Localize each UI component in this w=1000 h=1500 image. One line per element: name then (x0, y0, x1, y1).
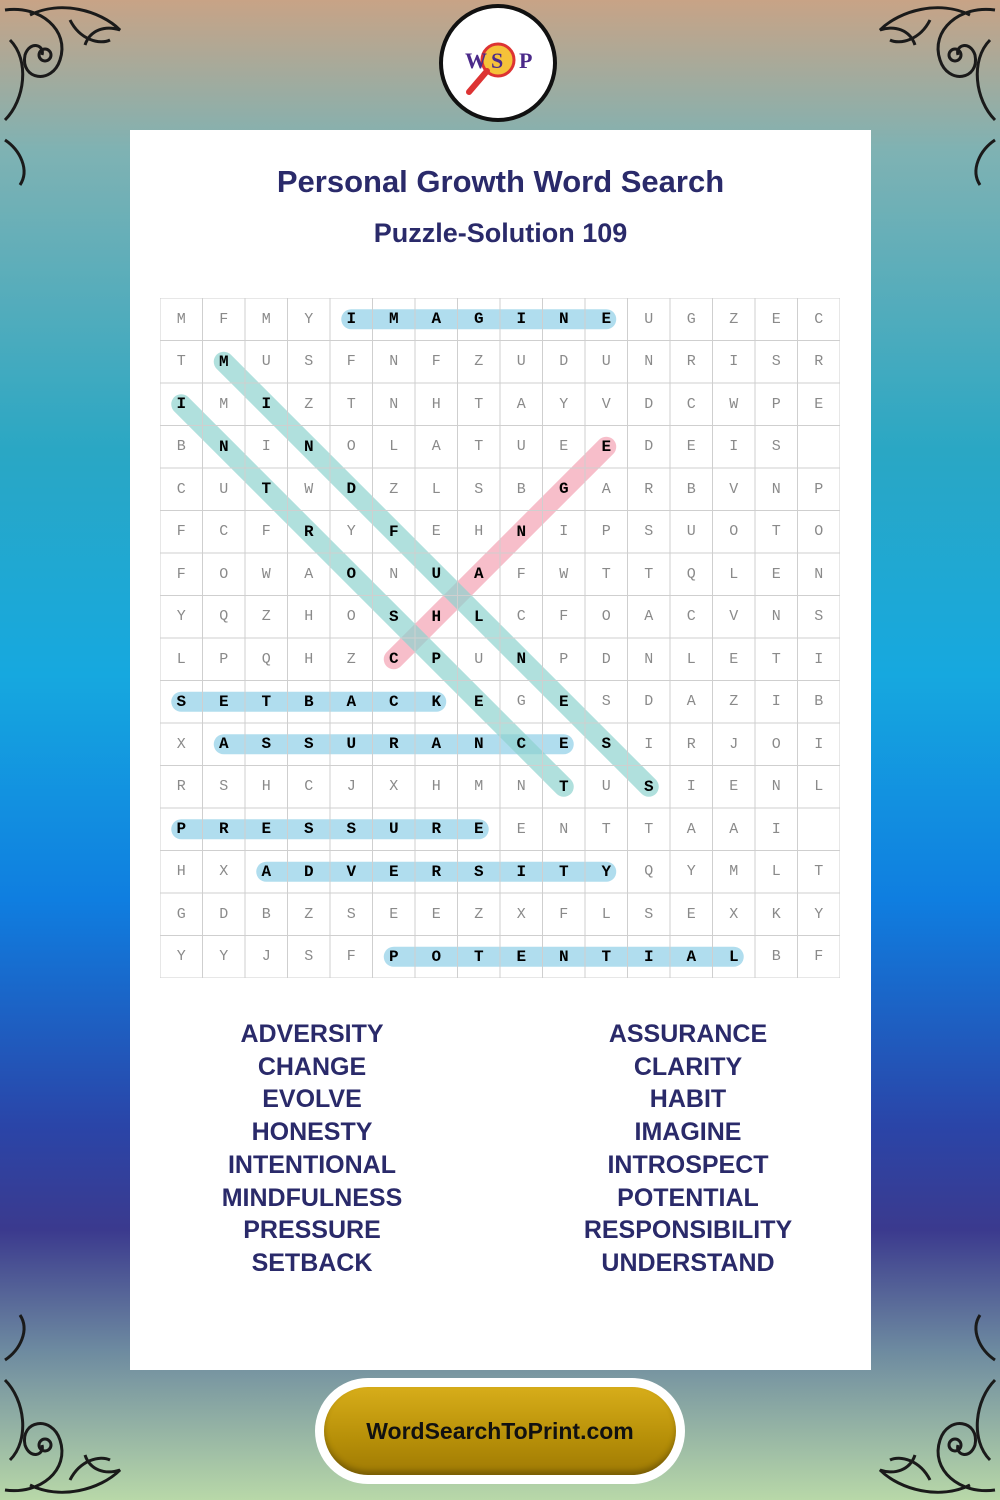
grid-cell[interactable]: Y (346, 523, 356, 541)
grid-cell[interactable]: T (644, 820, 654, 838)
grid-cell[interactable]: T (771, 650, 781, 668)
grid-cell[interactable]: Z (304, 905, 314, 923)
grid-cell[interactable]: S (304, 353, 314, 371)
grid-cell[interactable]: S (219, 778, 229, 796)
word-list-left (162, 1018, 462, 1280)
grid-cell[interactable]: P (771, 395, 781, 413)
word-list-item: CLARITY (633, 1052, 743, 1081)
grid-cell[interactable]: H (176, 863, 186, 881)
grid-cell[interactable]: S (771, 438, 781, 456)
logo-letter-w: W (465, 48, 487, 73)
grid-cell[interactable]: T (261, 692, 272, 711)
grid-cell[interactable]: D (644, 438, 654, 456)
grid-cell[interactable]: F (346, 948, 356, 966)
grid-cell[interactable]: B (303, 692, 314, 711)
grid-cell[interactable]: Y (176, 948, 186, 966)
grid-cell[interactable]: C (388, 650, 399, 669)
grid-cell[interactable]: T (261, 480, 272, 499)
grid-cell[interactable]: U (601, 778, 611, 796)
grid-cell[interactable]: S (261, 735, 272, 754)
grid-cell[interactable]: O (814, 523, 824, 541)
grid-cell[interactable]: Z (474, 353, 484, 371)
grid-cell[interactable]: I (729, 353, 739, 371)
grid-cell[interactable]: Q (644, 863, 654, 881)
grid-cell[interactable]: W (261, 565, 271, 583)
grid-cell[interactable]: O (431, 947, 442, 966)
grid-cell[interactable]: T (176, 353, 186, 371)
grid-cell[interactable]: C (516, 735, 527, 754)
grid-cell[interactable]: S (176, 692, 187, 711)
grid-cell[interactable]: A (601, 480, 611, 498)
grid-cell[interactable]: Y (601, 862, 612, 881)
grid-cell[interactable]: E (516, 820, 526, 838)
grid-cell[interactable]: F (388, 522, 399, 541)
grid-cell[interactable]: L (473, 607, 484, 626)
grid-cell[interactable]: I (686, 778, 696, 796)
grid-cell[interactable]: S (601, 735, 612, 754)
grid-cell[interactable]: X (389, 778, 399, 796)
corner-ornament-bottom-right (850, 1310, 1000, 1500)
grid-cell[interactable]: N (516, 522, 527, 541)
grid-cell[interactable]: E (729, 650, 739, 668)
grid-cell[interactable]: E (389, 905, 399, 923)
grid-cell[interactable]: C (686, 395, 696, 413)
grid-cell[interactable]: T (558, 862, 569, 881)
grid-cell[interactable]: A (218, 735, 229, 754)
grid-cell[interactable]: N (644, 650, 654, 668)
grid-cell[interactable]: Y (304, 310, 314, 328)
grid-cell[interactable]: R (388, 735, 399, 754)
grid-cell[interactable]: D (644, 693, 654, 711)
grid-cell[interactable]: V (729, 608, 739, 626)
grid-cell[interactable]: Y (219, 948, 229, 966)
grid-cell[interactable]: N (516, 650, 527, 669)
grid-cell[interactable]: E (771, 565, 781, 583)
grid-cell[interactable]: F (516, 565, 526, 583)
word-list-item: INTROSPECT (607, 1150, 769, 1179)
grid-cell[interactable]: N (771, 778, 781, 796)
grid-cell[interactable]: G (686, 310, 696, 328)
grid-cell[interactable]: U (644, 310, 654, 328)
grid-cell[interactable]: I (516, 310, 527, 329)
grid-cell[interactable]: E (261, 820, 272, 839)
grid-cell[interactable]: S (304, 948, 314, 966)
grid-cell[interactable]: B (771, 948, 781, 966)
grid-cell[interactable]: E (601, 437, 612, 456)
grid-cell[interactable]: Y (686, 863, 696, 881)
grid-cell[interactable]: R (303, 522, 314, 541)
wsp-logo[interactable] (439, 4, 557, 122)
grid-cell[interactable]: E (516, 947, 527, 966)
grid-cell[interactable]: I (559, 523, 569, 541)
site-badge[interactable] (315, 1378, 685, 1484)
grid-cell[interactable]: H (474, 523, 484, 541)
grid-cell[interactable]: J (261, 948, 271, 966)
grid-cell[interactable]: E (601, 310, 612, 329)
grid-cell[interactable]: L (389, 438, 399, 456)
grid-cell[interactable]: U (346, 735, 357, 754)
grid-cell[interactable]: I (261, 395, 272, 414)
site-url: WordSearchToPrint.com (366, 1417, 634, 1444)
grid-cell[interactable]: I (346, 310, 357, 329)
grid-cell[interactable]: Q (686, 565, 696, 583)
word-list-item: MINDFULNESS (221, 1183, 403, 1212)
grid-cell[interactable]: A (304, 565, 314, 583)
grid-cell[interactable]: K (431, 692, 442, 711)
grid-cell[interactable]: O (346, 565, 357, 584)
grid-cell[interactable]: E (729, 778, 739, 796)
grid-cell[interactable]: L (686, 650, 696, 668)
grid-cell[interactable]: U (516, 438, 526, 456)
grid-cell[interactable]: A (686, 693, 696, 711)
grid-cell[interactable]: M (218, 352, 229, 371)
grid-cell[interactable]: I (814, 650, 824, 668)
grid-cell[interactable]: N (389, 565, 399, 583)
grid-cell[interactable]: S (601, 693, 611, 711)
grid-cell[interactable]: A (473, 565, 484, 584)
grid-cell[interactable]: F (261, 523, 271, 541)
grid-cell[interactable]: B (176, 438, 186, 456)
puzzle-card (130, 130, 871, 1370)
grid-cell[interactable]: E (771, 310, 781, 328)
word-list-item: INTENTIONAL (227, 1150, 397, 1179)
grid-cell[interactable]: Z (729, 693, 739, 711)
grid-cell[interactable]: O (771, 735, 781, 753)
grid-cell[interactable]: S (346, 820, 357, 839)
grid-cell[interactable]: M (219, 395, 229, 413)
grid-cell[interactable]: N (771, 480, 781, 498)
corner-ornament-top-right (850, 0, 1000, 190)
word-list-right (538, 1018, 838, 1280)
grid-cell[interactable]: E (431, 523, 441, 541)
grid-cell[interactable]: C (686, 608, 696, 626)
grid-cell[interactable]: A (261, 862, 272, 881)
grid-cell[interactable]: E (473, 820, 484, 839)
grid-cell[interactable]: X (219, 863, 229, 881)
grid-cell[interactable]: U (516, 353, 526, 371)
grid-cell[interactable]: J (729, 735, 739, 753)
grid-cell[interactable]: N (559, 820, 569, 838)
grid-cell[interactable]: G (558, 480, 569, 499)
grid-cell[interactable]: O (346, 608, 356, 626)
grid-cell[interactable]: F (431, 353, 441, 371)
grid-cell[interactable]: P (176, 820, 187, 839)
grid-cell[interactable]: Y (559, 395, 569, 413)
grid-cell[interactable]: Y (176, 608, 186, 626)
grid-cell[interactable]: U (219, 480, 229, 498)
grid-cell[interactable]: J (346, 778, 356, 796)
grid-cell[interactable]: A (431, 735, 442, 754)
grid-cell[interactable]: S (644, 905, 654, 923)
grid-cell[interactable]: E (558, 735, 569, 754)
grid-cell[interactable]: E (473, 692, 484, 711)
grid-cell[interactable]: A (431, 438, 441, 456)
grid-cell[interactable]: T (644, 565, 654, 583)
grid-cell[interactable]: F (559, 905, 569, 923)
grid-cell[interactable]: Q (219, 608, 229, 626)
grid-cell[interactable]: Y (814, 905, 824, 923)
grid-cell[interactable]: A (686, 947, 697, 966)
grid-cell[interactable]: A (644, 608, 654, 626)
grid-cell[interactable]: H (304, 608, 314, 626)
word-list-item: HABIT (649, 1085, 727, 1114)
grid-cell[interactable]: R (686, 353, 696, 371)
grid-cell[interactable]: G (516, 693, 526, 711)
grid-cell[interactable]: S (303, 735, 314, 754)
grid-cell[interactable]: I (261, 438, 271, 456)
grid-cell[interactable]: S (643, 777, 654, 796)
grid-cell[interactable]: M (729, 863, 739, 881)
corner-ornament-bottom-left (0, 1310, 150, 1500)
logo-letter-p: P (519, 48, 533, 73)
grid-cell[interactable]: C (219, 523, 229, 541)
grid-cell[interactable]: I (771, 820, 781, 838)
word-list-item: IMAGINE (634, 1118, 742, 1147)
grid-cell[interactable]: R (176, 778, 186, 796)
grid-cell[interactable]: A (346, 692, 357, 711)
grid-cell[interactable]: U (601, 353, 611, 371)
grid-cell[interactable]: E (686, 905, 696, 923)
grid-cell[interactable]: R (814, 353, 824, 371)
grid-cell[interactable]: P (814, 480, 824, 498)
grid-cell[interactable]: C (516, 608, 526, 626)
grid-cell[interactable]: P (388, 947, 399, 966)
grid-cell[interactable]: H (431, 607, 442, 626)
grid-cell[interactable]: E (686, 438, 696, 456)
grid-cell[interactable]: S (814, 608, 824, 626)
grid-cell[interactable]: P (219, 650, 229, 668)
grid-cell[interactable]: T (346, 395, 356, 413)
grid-cell[interactable]: T (601, 947, 612, 966)
grid-cell[interactable]: T (473, 947, 484, 966)
grid-cell[interactable]: Q (261, 650, 271, 668)
grid-cell[interactable]: Z (729, 310, 739, 328)
grid-cell[interactable]: N (771, 608, 781, 626)
grid-cell[interactable]: G (176, 905, 186, 923)
grid-cell[interactable]: O (601, 608, 611, 626)
grid-cell[interactable]: B (814, 693, 824, 711)
grid-cell[interactable]: L (176, 650, 186, 668)
grid-cell[interactable]: W (559, 565, 569, 583)
grid-cell[interactable]: S (771, 353, 781, 371)
grid-cell[interactable]: A (431, 310, 442, 329)
grid-cell[interactable]: D (644, 395, 654, 413)
grid-cell[interactable]: O (346, 438, 356, 456)
grid-cell[interactable]: I (729, 438, 739, 456)
grid-cell[interactable]: N (389, 395, 399, 413)
grid-cell[interactable]: F (176, 523, 186, 541)
grid-cell[interactable]: L (728, 947, 739, 966)
word-list-item: SETBACK (251, 1248, 373, 1277)
grid-cell[interactable]: U (431, 565, 442, 584)
grid-cell[interactable]: L (814, 778, 824, 796)
grid-cell[interactable]: F (814, 948, 824, 966)
grid-cell[interactable]: S (303, 820, 314, 839)
grid-cell[interactable]: N (516, 778, 526, 796)
word-list-item: POTENTIAL (617, 1183, 759, 1212)
grid-cell[interactable]: M (176, 310, 186, 328)
grid-cell[interactable]: M (388, 310, 399, 329)
word-list-item: UNDERSTAND (601, 1248, 775, 1277)
grid-cell[interactable]: A (686, 820, 696, 838)
word-list-item: CHANGE (257, 1052, 367, 1081)
grid-cell[interactable]: O (729, 523, 739, 541)
grid-cell[interactable]: E (814, 395, 824, 413)
grid-cell[interactable]: S (644, 523, 654, 541)
grid-cell[interactable]: R (644, 480, 654, 498)
grid-cell[interactable]: N (473, 735, 484, 754)
grid-cell[interactable]: D (559, 353, 569, 371)
grid-cell[interactable]: C (304, 778, 314, 796)
grid-cell[interactable]: V (346, 862, 357, 881)
grid-cell[interactable]: E (218, 692, 229, 711)
grid-cell[interactable]: A (516, 395, 526, 413)
grid-cell[interactable]: V (601, 395, 611, 413)
grid-cell[interactable]: M (474, 778, 484, 796)
grid-cell[interactable]: K (771, 905, 781, 923)
grid-cell[interactable]: U (261, 353, 271, 371)
grid-cell[interactable]: N (814, 565, 824, 583)
grid-cell[interactable]: W (729, 395, 739, 413)
grid-cell[interactable]: I (814, 735, 824, 753)
grid-cell[interactable]: H (304, 650, 314, 668)
grid-cell[interactable]: L (771, 863, 781, 881)
grid-cell[interactable]: T (474, 395, 484, 413)
grid-cell[interactable]: T (474, 438, 484, 456)
word-list-item: RESPONSIBILITY (583, 1216, 793, 1245)
site-badge-inner (324, 1387, 676, 1475)
grid-cell[interactable]: N (558, 947, 569, 966)
grid-cell[interactable]: H (431, 395, 441, 413)
logo-letter-s: S (491, 48, 504, 73)
grid-cell[interactable]: N (389, 353, 399, 371)
grid-cell[interactable]: B (686, 480, 696, 498)
grid-cell[interactable]: V (729, 480, 739, 498)
grid-cell[interactable]: E (388, 862, 399, 881)
grid-cell[interactable]: N (558, 310, 569, 329)
grid-cell[interactable]: S (473, 862, 484, 881)
grid-cell[interactable]: Z (389, 480, 399, 498)
grid-cell[interactable]: G (473, 310, 484, 329)
grid-cell[interactable]: H (261, 778, 271, 796)
grid-cell[interactable]: D (346, 480, 357, 499)
word-list-item: PRESSURE (243, 1216, 381, 1245)
grid-cell[interactable]: I (644, 735, 654, 753)
corner-ornament-top-left (0, 0, 150, 190)
grid-cell[interactable]: L (601, 905, 611, 923)
grid-cell[interactable]: B (261, 905, 271, 923)
grid-cell[interactable]: M (261, 310, 271, 328)
word-list-item: EVOLVE (262, 1085, 362, 1114)
grid-cell[interactable]: E (558, 692, 569, 711)
grid-cell[interactable]: F (559, 608, 569, 626)
grid-cell[interactable]: N (303, 437, 314, 456)
grid-cell[interactable]: N (644, 353, 654, 371)
grid-cell[interactable]: R (686, 735, 696, 753)
grid-cell[interactable] (798, 426, 841, 469)
grid-cell[interactable]: F (176, 565, 186, 583)
grid-cells (160, 298, 840, 978)
grid-cell[interactable]: F (219, 310, 229, 328)
grid-cell[interactable]: Z (474, 905, 484, 923)
grid-cell[interactable]: T (558, 777, 569, 796)
grid-cell[interactable]: P (431, 650, 442, 669)
grid-cell[interactable]: I (771, 693, 781, 711)
grid-cell[interactable]: T (601, 565, 611, 583)
grid-cell[interactable]: W (304, 480, 314, 498)
grid-cell[interactable]: C (176, 480, 186, 498)
grid-cell[interactable]: D (219, 905, 229, 923)
grid-cell[interactable]: U (686, 523, 696, 541)
grid-cell[interactable]: R (218, 820, 229, 839)
word-list-item: ASSURANCE (608, 1020, 768, 1048)
grid-cell[interactable]: N (218, 437, 229, 456)
grid-cell[interactable]: I (176, 395, 187, 414)
grid-cell[interactable]: P (559, 650, 569, 668)
grid-cell[interactable]: B (516, 480, 526, 498)
page-subtitle: Puzzle-Solution 109 (373, 218, 628, 248)
grid-cell[interactable]: S (474, 480, 484, 498)
grid-cell[interactable]: C (388, 692, 399, 711)
grid-cell[interactable]: S (346, 905, 356, 923)
grid-cell[interactable]: Z (304, 395, 314, 413)
grid-cell[interactable]: I (643, 947, 654, 966)
grid-cell[interactable]: T (814, 863, 824, 881)
grid-cell[interactable]: L (729, 565, 739, 583)
grid-cell[interactable]: X (729, 905, 739, 923)
grid-cell[interactable]: Z (346, 650, 356, 668)
grid-cell[interactable]: U (474, 650, 484, 668)
grid-cell[interactable]: U (388, 820, 399, 839)
grid-cell[interactable] (798, 808, 841, 851)
grid-cell[interactable]: I (516, 862, 527, 881)
grid-cell[interactable]: C (814, 310, 824, 328)
grid-cell[interactable]: E (431, 905, 441, 923)
grid-cell[interactable]: Z (261, 608, 271, 626)
grid-cell[interactable]: T (601, 820, 611, 838)
grid-cell[interactable]: S (388, 607, 399, 626)
grid-cell[interactable]: L (431, 480, 441, 498)
grid-cell[interactable]: A (729, 820, 739, 838)
grid-cell[interactable]: E (559, 438, 569, 456)
grid-cell[interactable]: R (431, 862, 442, 881)
grid-cell[interactable]: D (601, 650, 611, 668)
grid-cell[interactable]: X (176, 735, 186, 753)
word-list-item: ADVERSITY (240, 1020, 384, 1048)
word-list-item: HONESTY (251, 1118, 373, 1147)
grid-cell[interactable]: D (303, 862, 314, 881)
grid-cell[interactable]: F (346, 353, 356, 371)
grid-cell[interactable]: H (431, 778, 441, 796)
grid-cell[interactable]: P (601, 523, 611, 541)
grid-cell[interactable]: T (771, 523, 781, 541)
grid-cell[interactable]: O (219, 565, 229, 583)
grid-cell[interactable]: R (431, 820, 442, 839)
page-title: Personal Growth Word Search (276, 164, 725, 199)
word-search-grid (160, 298, 840, 978)
grid-cell[interactable]: X (516, 905, 526, 923)
